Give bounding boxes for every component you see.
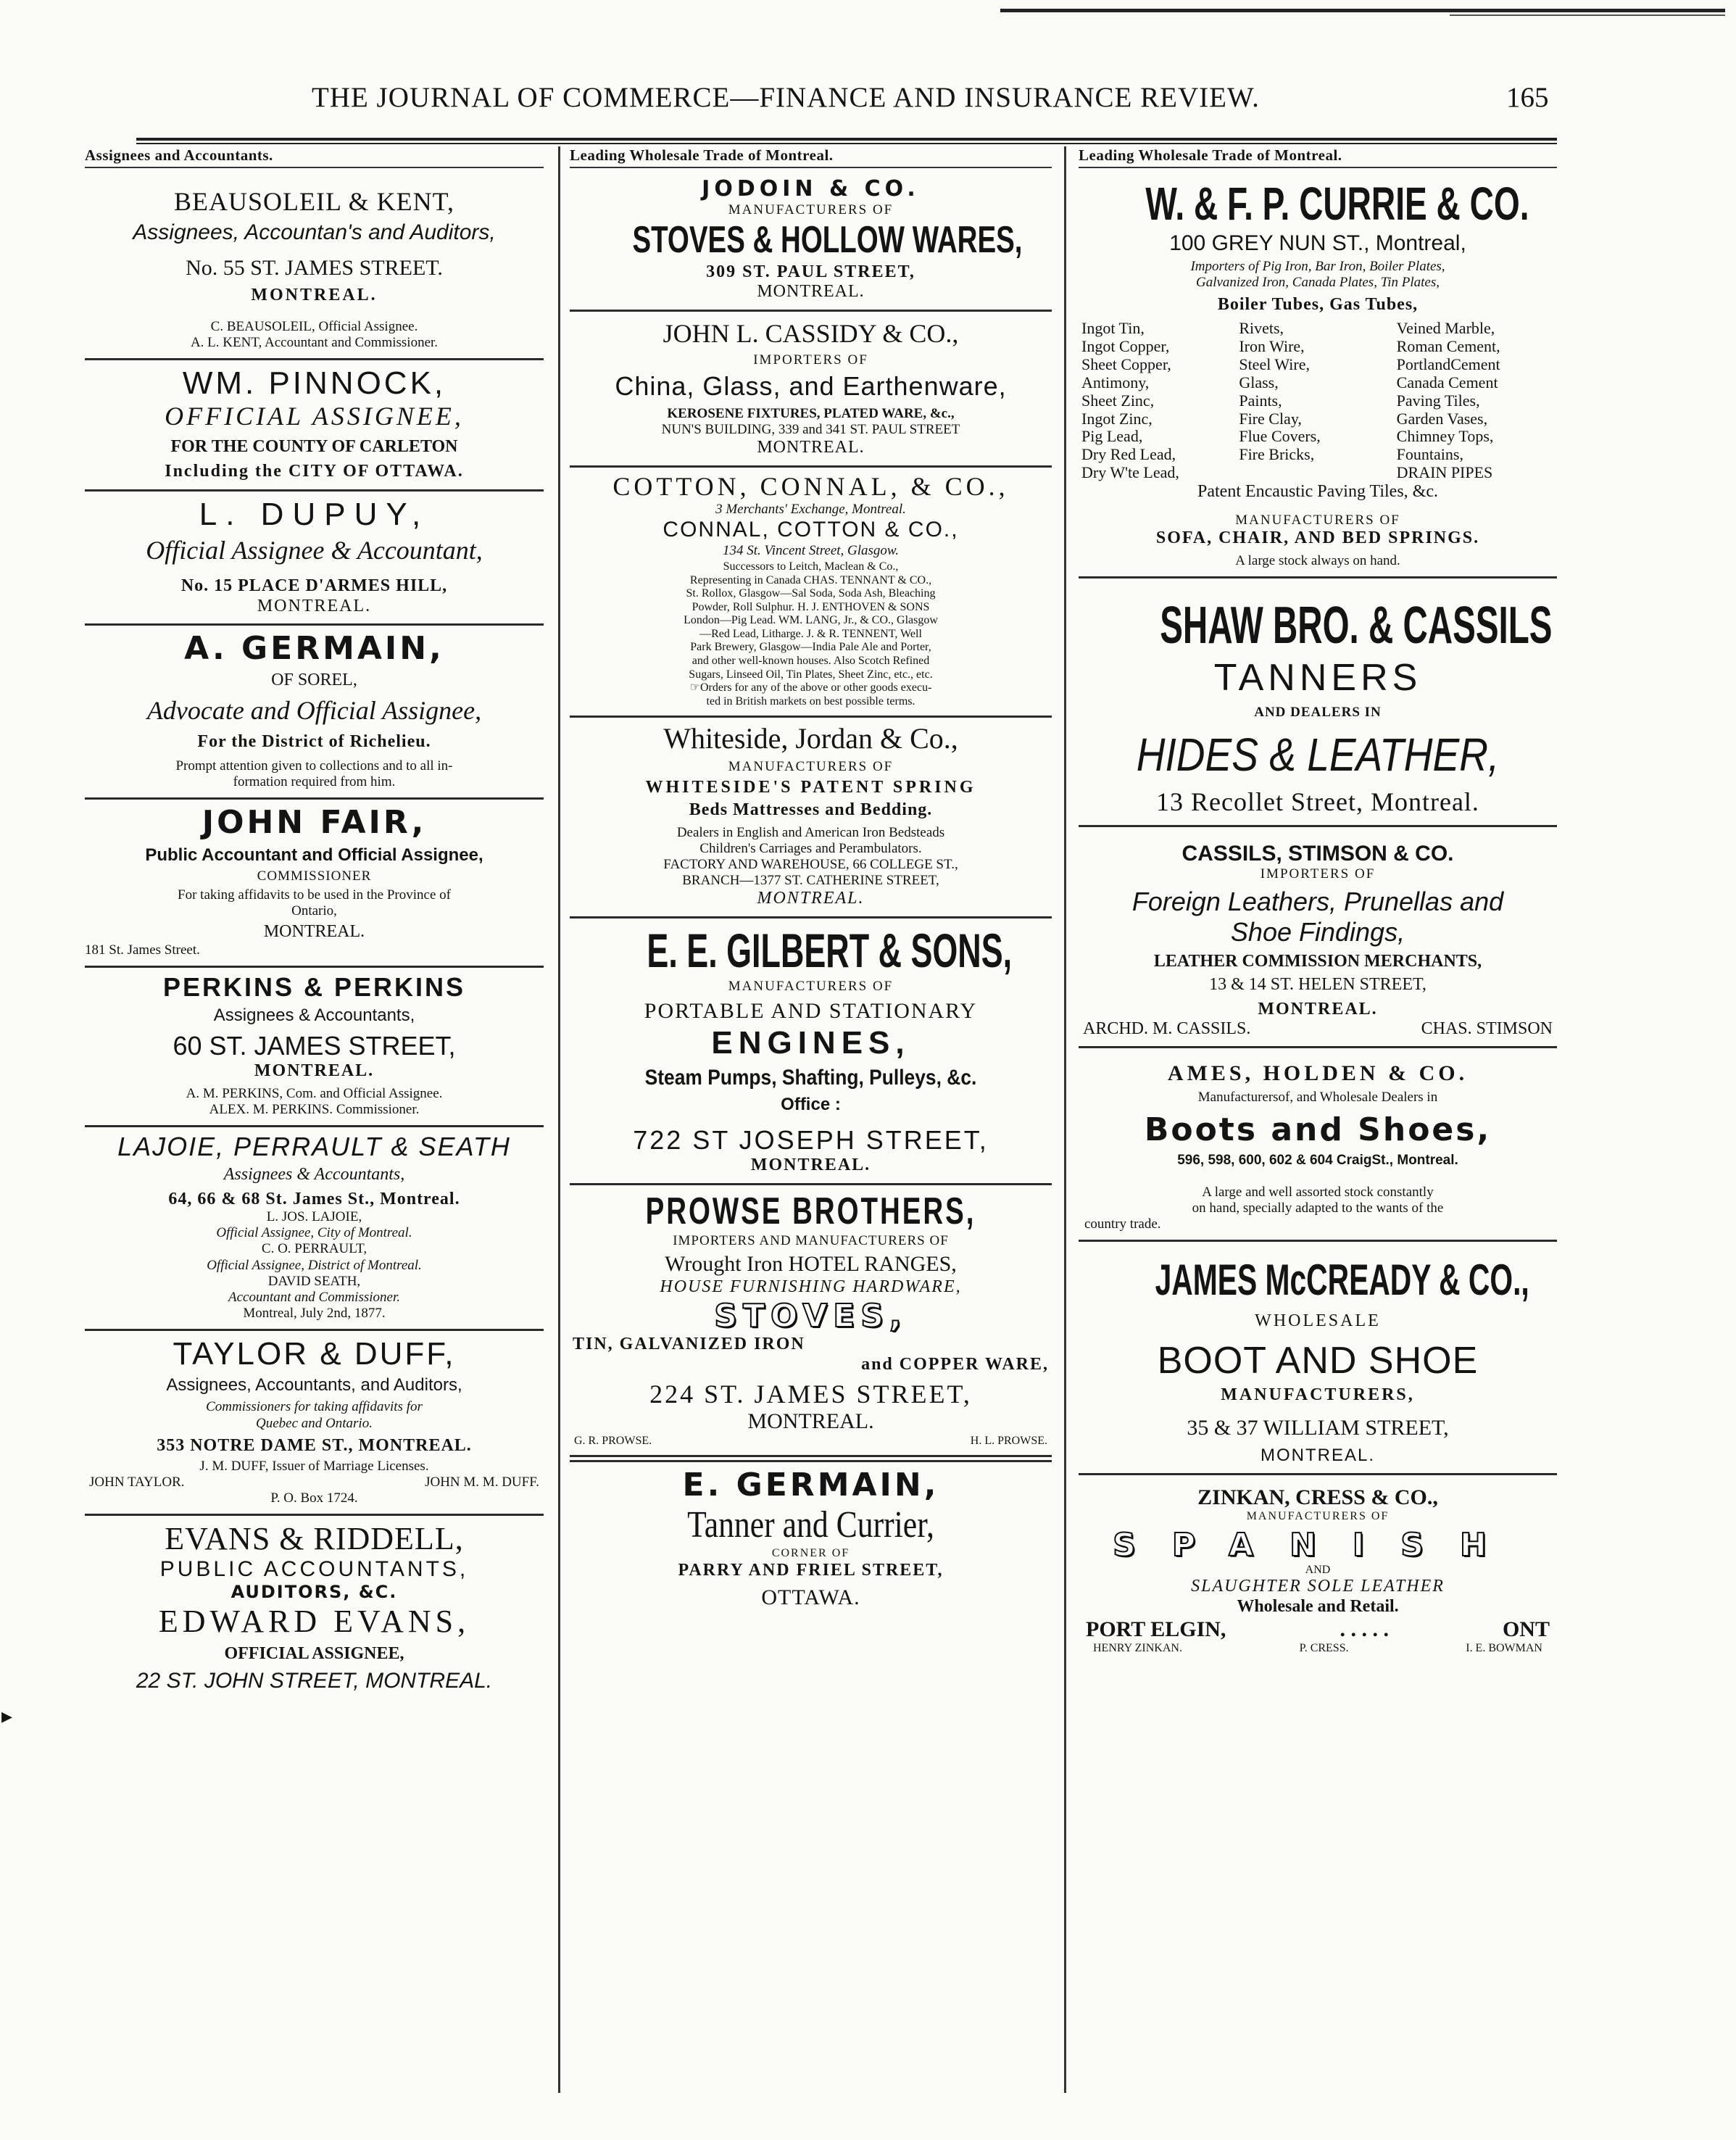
grid-item [1239, 464, 1396, 482]
ad-john-fair [85, 800, 544, 968]
ad-role: OFFICIAL ASSIGNEE, [224, 1644, 404, 1664]
ad-person-detail: Official Assignee, City of Montreal. [216, 1225, 412, 1241]
ad-pinnock [85, 360, 544, 492]
ad-mfr: Manufacturersof, and Wholesale Dealers in [1197, 1090, 1438, 1106]
header-rule [136, 138, 1557, 141]
top-border-rule-thin [1450, 14, 1725, 16]
ad-of: OF SOREL, [271, 670, 357, 689]
ad-dupuy [85, 492, 544, 626]
ad-address: 134 St. Vincent Street, Glasgow. [723, 543, 899, 559]
ad-name: PROWSE BROTHERS, [645, 1190, 976, 1232]
grid-item: Sheet Copper, [1081, 355, 1171, 373]
ad-role: COMMISSIONER [257, 868, 372, 884]
grid-item: Fountains, [1396, 445, 1463, 464]
grid-item: Chimney Tops, [1396, 427, 1494, 446]
ad-address: 35 & 37 WILLIAM STREET, [1187, 1415, 1449, 1440]
ad-body-line: Powder, Roll Sulphur. H. J. ENTHOVEN & SONS [692, 600, 930, 613]
ad-address: 3 Merchants' Exchange, Montreal. [715, 502, 906, 518]
ad-body-line: St. Rollox, Glasgow—Sal Soda, Soda Ash, Bleaching [686, 587, 936, 600]
ad-body-line: Sugars, Linseed Oil, Tin Plates, Sheet Zinc, etc., etc. [689, 668, 933, 681]
ad-city: MONTREAL. [750, 1156, 871, 1175]
ad-spanish: SPANISH [1113, 1526, 1523, 1564]
ad-mfr: MANUFACTURERS OF [728, 978, 894, 994]
ad-e-germain [570, 1460, 1052, 1618]
ad-body-line: Representing in Canada CHAS. TENNANT & CO., [689, 573, 932, 586]
ad-person: DAVID SEATH, [267, 1273, 361, 1289]
ad-mfr: MANUFACTURERS OF [728, 758, 894, 774]
ad-body-line: London—Pig Lead. WM. LANG, Jr., & CO., Glasgow [684, 614, 938, 627]
ad-engines: ENGINES, [711, 1024, 910, 1061]
ad-person: G. R. PROWSE. [574, 1435, 652, 1448]
ad-and: AND [1305, 1563, 1331, 1576]
ad-commissioners: Commissioners for taking affidavits for [206, 1399, 423, 1415]
ad-title: Assignees & Accountants, [223, 1164, 405, 1184]
ad-city: MONTREAL. [1258, 999, 1378, 1019]
page-header [0, 81, 1736, 125]
ad-city: MONTREAL. [257, 596, 372, 615]
ad-body-line: and other well-known houses. Also Scotch Refined [692, 655, 930, 668]
ad-including: Including the CITY OF OTTAWA. [165, 462, 464, 481]
ad-person: C. BEAUSOLEIL, Official Assignee. [210, 318, 418, 334]
ad-person: A. M. PERKINS, Com. and Official Assignee. [186, 1085, 443, 1101]
ad-person: CHAS. STIMSON [1421, 1019, 1553, 1039]
ad-patent: WHITESIDE'S PATENT SPRING [645, 777, 976, 797]
top-border-rule [1000, 9, 1725, 12]
ad-products: Shoe Findings, [1230, 917, 1405, 947]
ad-taylor-duff [85, 1331, 544, 1517]
ad-address: No. 55 ST. JAMES STREET. [186, 255, 443, 280]
ad-wholesale: Wholesale and Retail. [1237, 1597, 1399, 1617]
ad-ranges: Wrought Iron HOTEL RANGES, [665, 1252, 957, 1277]
ad-mfr: MANUFACTURERS, [1221, 1385, 1415, 1405]
ad-address: No. 15 PLACE D'ARMES HILL, [180, 576, 448, 595]
ad-note: Prompt attention given to collections and to all in- [175, 758, 453, 774]
ad-stock: A large stock always on hand. [1235, 552, 1400, 568]
ad-partners [1079, 1019, 1557, 1039]
ad-person: EDWARD EVANS, [158, 1604, 470, 1640]
ad-dealers: Children's Carriages and Perambulators. [699, 841, 922, 857]
ad-cassils-stimson [1079, 827, 1557, 1049]
ad-title: TANNERS [1213, 657, 1422, 700]
ad-evans-riddell [85, 1516, 544, 1701]
ad-stock: A large and well assorted stock constantly [1202, 1185, 1434, 1200]
ad-name: Whiteside, Jordan & Co., [663, 722, 958, 755]
ad-person: C. O. PERRAULT, [261, 1241, 367, 1257]
grid-item: Ingot Copper, [1081, 337, 1170, 356]
ad-person-detail: Official Assignee, District of Montreal. [207, 1257, 422, 1273]
ad-county: FOR THE COUNTY OF CARLETON [170, 437, 458, 457]
ad-cotton-connal [570, 468, 1052, 718]
ad-title: Public Accountant and Official Assignee, [145, 845, 483, 865]
ad-address: 181 St. James Street. [85, 942, 200, 958]
ad-name: AMES, HOLDEN & CO. [1167, 1061, 1469, 1086]
ad-lajoie [85, 1127, 544, 1331]
ad-name: L. DUPUY, [199, 497, 430, 533]
grid-item: Garden Vases, [1396, 409, 1488, 428]
ad-product: STOVES & HOLLOW WARES, [632, 219, 1023, 262]
ad-a-germain [85, 626, 544, 800]
journal-title: THE JOURNAL OF COMMERCE—FINANCE AND INSURANCE REVIEW. [312, 82, 1260, 113]
ad-name: E. GERMAIN, [682, 1467, 939, 1504]
ad-tin: TIN, GALVANIZED IRON [573, 1334, 805, 1353]
ad-jodoin [570, 173, 1052, 312]
grid-item: Rivets, [1239, 319, 1284, 338]
ad-imports: Importers of Pig Iron, Bar Iron, Boiler Plates, [1190, 259, 1445, 275]
ad-title: PUBLIC ACCOUNTANTS, [159, 1557, 469, 1582]
ad-wholesale: WHOLESALE [1255, 1311, 1381, 1330]
ad-person: P. CRESS. [1299, 1642, 1349, 1655]
grid-item: Roman Cement, [1396, 337, 1500, 356]
ad-address: 60 ST. JAMES STREET, [173, 1031, 456, 1061]
ad-city: MONTREAL. [254, 1061, 375, 1081]
ad-address: 13 Recollet Street, Montreal. [1156, 787, 1479, 816]
ad-city: MONTREAL. [263, 921, 365, 941]
column-divider-2 [1064, 146, 1066, 2093]
header-rule-thin [136, 143, 1557, 144]
ad-gilbert [570, 918, 1052, 1185]
ad-street: PARRY AND FRIEL STREET, [678, 1560, 944, 1580]
ad-mccready [1079, 1242, 1557, 1475]
ad-stoves: STOVES, [714, 1297, 908, 1335]
ad-importers: IMPORTERS OF [1260, 866, 1376, 882]
ad-name: BEAUSOLEIL & KENT, [174, 187, 454, 217]
ad-city: OTTAWA. [761, 1585, 860, 1609]
ad-title: Advocate and Official Assignee, [146, 696, 482, 726]
ad-person: ARCHD. M. CASSILS. [1083, 1019, 1251, 1039]
ad-copper: and COPPER WARE, [861, 1354, 1049, 1374]
ad-body-line: ted in British markets on best possible terms. [706, 694, 915, 708]
ad-pumps: Steam Pumps, Shafting, Pulleys, &c. [644, 1065, 977, 1090]
grid-item: Fire Clay, [1239, 409, 1302, 428]
ad-date: Montreal, July 2nd, 1877. [243, 1305, 386, 1321]
ad-partners [1079, 1642, 1557, 1655]
ad-branch: BRANCH—1377 ST. CATHERINE STREET, [682, 873, 939, 889]
ad-address: 13 & 14 ST. HELEN STREET, [1209, 974, 1426, 994]
ad-address: 722 ST JOSEPH STREET, [633, 1125, 989, 1156]
ad-shaw-cassils [1079, 578, 1557, 827]
ad-product: HIDES & LEATHER, [1136, 728, 1500, 781]
grid-item: Ingot Tin, [1081, 319, 1145, 338]
section-heading: Leading Wholesale Trade of Montreal. [570, 146, 1052, 168]
margin-mark: ▸ [1, 1704, 13, 1728]
ad-address: 353 NOTRE DAME ST., MONTREAL. [157, 1435, 472, 1455]
ad-fixtures: KEROSENE FIXTURES, PLATED WARE, &c., [667, 405, 955, 421]
ad-tiles: Patent Encaustic Paving Tiles, &c. [1197, 482, 1438, 502]
ad-affidavits: Ontario, [291, 903, 337, 918]
ad-address: 596, 598, 600, 602 & 604 CraigSt., Montreal. [1177, 1153, 1458, 1169]
ad-address: 22 ST. JOHN STREET, MONTREAL. [136, 1668, 493, 1693]
ad-province: ONT [1502, 1617, 1550, 1642]
ad-mfr: MANUFACTURERS OF [728, 202, 894, 218]
section-heading: Leading Wholesale Trade of Montreal. [1079, 146, 1557, 168]
grid-item: Pig Lead, [1081, 427, 1143, 446]
ad-body-line: —Red Lead, Litharge. J. & R. TENNENT, Well [699, 627, 922, 640]
ad-title: Assignees, Accountants, and Auditors, [166, 1374, 462, 1395]
ad-town: PORT ELGIN, [1086, 1617, 1226, 1642]
ad-address: NUN'S BUILDING, 339 and 341 ST. PAUL STREET [661, 421, 960, 437]
ad-person: A. L. KENT, Accountant and Commissioner. [190, 334, 439, 350]
ad-body-line: ☞Orders for any of the above or other goods execu- [689, 681, 932, 694]
ad-beds: Beds Mattresses and Bedding. [689, 800, 933, 820]
grid-item: Sheet Zinc, [1081, 391, 1155, 410]
ad-title: OFFICIAL ASSIGNEE, [165, 401, 464, 431]
ad-ames-holden [1079, 1048, 1557, 1242]
ad-name: JOHN L. CASSIDY & CO., [663, 319, 959, 349]
ad-partners [85, 1475, 544, 1490]
ad-city: MONTREAL. [757, 282, 865, 302]
ad-city: MONTREAL. [757, 889, 865, 908]
ad-box: P. O. Box 1724. [270, 1490, 358, 1506]
ad-product: BOOT AND SHOE [1157, 1339, 1479, 1382]
grid-item: Steel Wire, [1239, 355, 1311, 373]
grid-item: Canada Cement [1396, 373, 1498, 391]
ad-body-line: Park Brewery, Glasgow—India Pale Ale and Porter, [690, 641, 931, 654]
grid-item: Paving Tiles, [1396, 391, 1480, 410]
ad-person: H. L. PROWSE. [970, 1435, 1047, 1448]
ad-hardware: HOUSE FURNISHING HARDWARE, [660, 1277, 962, 1296]
grid-item: Flue Covers, [1239, 427, 1321, 446]
ad-product-grid [1079, 320, 1557, 482]
ad-city: MONTREAL. [747, 1409, 874, 1434]
section-heading: Assignees and Accountants. [85, 146, 544, 168]
ad-person: L. JOS. LAJOIE, [266, 1209, 362, 1225]
ad-name: E. E. GILBERT & SONS, [647, 924, 1013, 978]
ad-springs: SOFA, CHAIR, AND BED SPRINGS. [1155, 528, 1480, 547]
ad-name-glasgow: CONNAL, COTTON & CO., [663, 518, 959, 542]
ad-address: 224 ST. JAMES STREET, [649, 1379, 972, 1409]
ad-city: MONTREAL. [1260, 1445, 1375, 1465]
ad-issuer: J. M. DUFF, Issuer of Marriage Licenses. [199, 1459, 429, 1475]
ad-title: Assignees & Accountants, [213, 1005, 415, 1025]
ad-product: PORTABLE AND STATIONARY [644, 998, 978, 1023]
ad-name: JAMES McCREADY & CO., [1155, 1256, 1529, 1305]
ad-person-detail: Accountant and Commissioner. [228, 1289, 400, 1305]
ad-location [1079, 1617, 1557, 1642]
ad-address: 100 GREY NUN ST., Montreal, [1169, 231, 1466, 255]
ad-cassidy [570, 312, 1052, 467]
grid-item: Dry W'te Lead, [1081, 463, 1179, 482]
ad-title: Official Assignee & Accountant, [146, 536, 483, 565]
ad-name: CASSILS, STIMSON & CO. [1181, 841, 1454, 866]
ad-prowse [570, 1185, 1052, 1457]
ad-products: Foreign Leathers, Prunellas and [1131, 887, 1504, 917]
ad-mfr: MANUFACTURERS OF [1246, 1510, 1390, 1523]
ad-product: China, Glass, and Earthenware, [615, 370, 1007, 401]
ad-person: ALEX. M. PERKINS. Commissioner. [209, 1101, 420, 1117]
ad-imports: Galvanized Iron, Canada Plates, Tin Plates, [1195, 275, 1440, 291]
grid-item: Fire Bricks, [1239, 445, 1315, 464]
ad-name: EVANS & RIDDELL, [165, 1521, 464, 1557]
ad-person: I. E. BOWMAN [1466, 1642, 1542, 1655]
ad-description: Assignees, Accountan's and Auditors, [133, 220, 496, 245]
ad-commissioners: Quebec and Ontario. [256, 1415, 373, 1431]
ad-auditors: AUDITORS, &C. [231, 1582, 398, 1603]
ad-title: Tanner and Currier, [687, 1504, 934, 1546]
column-wholesale-b [1079, 146, 1557, 2092]
grid-item: DRAIN PIPES [1396, 463, 1493, 482]
ad-city: MONTREAL. [757, 437, 865, 457]
ad-name: A. GERMAIN, [184, 630, 444, 668]
grid-item: Iron Wire, [1239, 337, 1305, 356]
ad-importers: IMPORTERS AND MANUFACTURERS OF [673, 1233, 949, 1249]
ad-sole-leather: SLAUGHTER SOLE LEATHER [1191, 1577, 1445, 1596]
ad-beausoleil-kent [85, 173, 544, 360]
ad-mfr: MANUFACTURERS OF [1235, 512, 1400, 528]
ad-address: 64, 66 & 68 St. James St., Montreal. [168, 1189, 460, 1208]
ad-affidavits: For taking affidavits to be used in the Province of [178, 887, 451, 903]
column-divider-1 [558, 146, 560, 2093]
grid-item: Dry Red Lead, [1081, 445, 1176, 464]
ad-currie [1079, 173, 1557, 578]
ad-stock: on hand, specially adapted to the wants of the [1192, 1200, 1444, 1216]
ad-name: JOHN FAIR, [202, 803, 427, 841]
grid-item: PortlandCement [1396, 355, 1500, 373]
ad-name: SHAW BRO. & CASSILS [1160, 596, 1553, 655]
ad-corner: CORNER OF [771, 1547, 850, 1560]
grid-item: Ingot Zinc, [1081, 409, 1153, 428]
ad-name: LAJOIE, PERRAULT & SEATH [117, 1132, 511, 1161]
ad-district: For the District of Richelieu. [197, 732, 431, 752]
ad-dealers: AND DEALERS IN [1254, 704, 1382, 720]
ad-person: JOHN TAYLOR. [89, 1475, 185, 1490]
ad-person: HENRY ZINKAN. [1093, 1642, 1182, 1655]
grid-item: Veined Marble, [1396, 319, 1495, 338]
ad-name: COTTON, CONNAL, & CO., [612, 471, 1009, 501]
ad-name: ZINKAN, CRESS & CO., [1197, 1485, 1438, 1509]
ad-name: WM. PINNOCK, [182, 365, 447, 401]
page-number: 165 [1506, 82, 1549, 113]
ad-name: PERKINS & PERKINS [162, 971, 466, 1002]
grid-item: Antimony, [1081, 373, 1150, 391]
ad-importers: IMPORTERS OF [753, 352, 868, 368]
grid-item: Paints, [1239, 391, 1282, 410]
ad-note: formation required from him. [233, 774, 396, 789]
ad-stock: country trade. [1084, 1216, 1161, 1232]
ad-name: TAYLOR & DUFF, [173, 1335, 456, 1372]
ad-partners [570, 1435, 1052, 1448]
ad-whiteside-jordan [570, 718, 1052, 918]
ad-successors: Successors to Leitch, Maclean & Co., [723, 560, 899, 573]
column-wholesale-a [570, 146, 1052, 2092]
ad-name: JODOIN & CO. [702, 176, 920, 202]
ad-zinkan-cress [1079, 1475, 1557, 1663]
ad-product: Boots and Shoes, [1144, 1111, 1492, 1149]
ad-perkins [85, 968, 544, 1127]
grid-item: Glass, [1239, 373, 1279, 391]
ad-person: JOHN M. M. DUFF. [425, 1475, 539, 1490]
ad-dealers: Dealers in English and American Iron Bedsteads [676, 825, 945, 841]
ad-factory: FACTORY AND WAREHOUSE, 66 COLLEGE ST., [663, 857, 958, 873]
ad-city: MONTREAL. [251, 285, 378, 304]
ad-commission: LEATHER COMMISSION MERCHANTS, [1153, 951, 1482, 971]
ad-name: W. & F. P. CURRIE & CO. [1145, 178, 1529, 231]
ad-dots: . . . . . [1340, 1617, 1389, 1642]
column-assignees [85, 146, 544, 2092]
ad-address: 309 ST. PAUL STREET, [706, 262, 915, 281]
ad-tubes: Boiler Tubes, Gas Tubes, [1217, 295, 1419, 315]
ad-office: Office : [781, 1095, 841, 1115]
